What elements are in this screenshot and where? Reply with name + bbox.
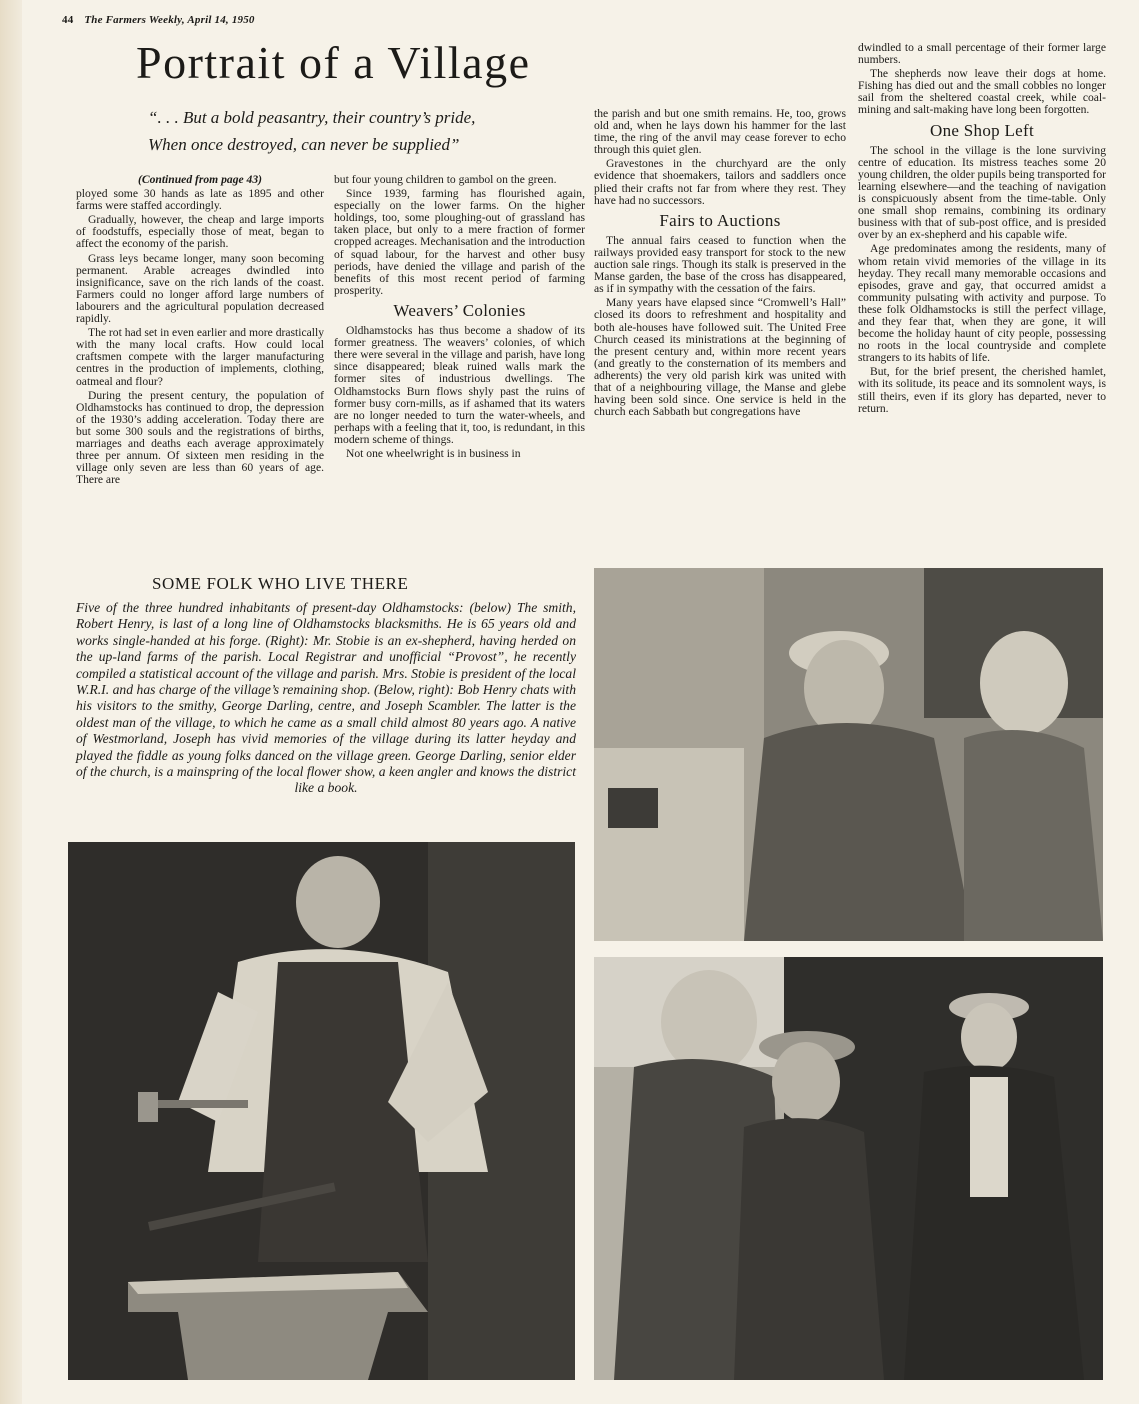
stobie-couple-photo [594, 568, 1103, 941]
text-column-4 [858, 42, 1106, 417]
page-number: 44 [62, 14, 74, 26]
paragraph: The shepherds now leave their dogs at home. Fishing has died out and the small cobbles no longer sail from the sheltered coastal creek, while coal-mining and salt-making have long been forgotten. [858, 67, 1106, 117]
page-header [62, 14, 255, 26]
text-column-3 [594, 108, 846, 420]
paragraph: Age predominates among the residents, many of whom retain vivid memories of the village in its heyday. They recall many memorable occasions and episodes, grave and gay, that occurred amidst a community pulsating with activity and purpose. To these folk Oldhamstocks is still the perfect village, and they fear that, when they are gone, it will become the holiday haunt of city people, possessing no roots in the local countryside and complete strangers to its habits of life. [858, 242, 1106, 365]
paragraph: But, for the brief present, the cherished hamlet, with its solitude, its peace and its somnolent ways, is still theirs, even if its glory has departed, never to return. [858, 365, 1106, 415]
photo-caption-text: Five of the three hundred inhabitants of present-day Oldhamstocks: (below) The smith, Robert Henry, is last of a long line of Oldhamstocks blacksmiths. He is 65 years old and works single-handed at his forge. (Right): Mr. Stobie is an ex-shepherd, having herded on the up-land farms of the parish. Local Registrar and unofficial “Provost”, he recently compiled a statistical account of the village and parish. Mrs. Stobie is president of the local W.R.I. and has charge of the village’s remaining shop. (Below, right): Bob Henry chats with his visitors to the smithy, George Darling, centre, and Joseph Scambler. The latter is the oldest man of the village, to which he came as a small child almost 80 years ago. A native of Westmorland, Joseph has vivid memories of the village during its latter heyday and played the fiddle as young folks danced on the village green. George Darling, senior elder of the church, is a mainspring of the local flower show, a keen angler and knows the district like a book. [76, 600, 576, 796]
article-title: Portrait of a Village [136, 37, 531, 88]
paragraph: Grass leys became longer, many soon becoming permanent. Arable acreages dwindled into insignificance, save on the rich lands of the coast. Farmers could no longer afford large numbers of labourers and the agricultural population decreased rapidly. [76, 251, 324, 326]
paragraph: Gravestones in the churchyard are the only evidence that shoemakers, tailors and saddlers once plied their crafts not far from where they rest. They have had no successors. [594, 157, 846, 207]
smithy-visitors-illustration [594, 957, 1103, 1380]
publication-line: The Farmers Weekly, April 14, 1950 [84, 14, 255, 26]
shepherd-couple-illustration [594, 568, 1103, 941]
continued-note: (Continued from page 43) [138, 173, 262, 186]
section-heading: One Shop Left [930, 120, 1034, 140]
paragraph: Since 1939, farming has flourished again, especially on the lower farms. On the higher holdings, too, some ploughing-out of grassland has taken place, but only to a mere fraction of former cropped acreages. Mechanisation and the introduction of squad labour, for the harvest and other busy periods, have denied the village and parish of the benefits of this most recent period of farming prosperity. [334, 187, 585, 297]
paragraph: but four young children to gambol on the green. [334, 173, 557, 186]
quote-line-2: When once destroyed, can never be supplied” [148, 135, 460, 154]
smithy-visitors-photo [594, 957, 1103, 1380]
quote-line-1: “. . . But a bold peasantry, their country’s pride, [148, 108, 476, 127]
text-column-1 [76, 174, 324, 488]
paragraph: ployed some 30 hands as late as 1895 and other farms were staffed accordingly. [76, 187, 324, 213]
paragraph: the parish and but one smith remains. He, too, grows old and, when he lays down his hammer for the last time, the ring of the anvil may cease forever to echo through this quiet glen. [594, 107, 846, 157]
blacksmith-illustration [68, 842, 575, 1380]
paragraph: dwindled to a small percentage of their former large numbers. [858, 41, 1106, 67]
paragraph: Not one wheelwright is in business in [346, 446, 521, 460]
paragraph: The school in the village is the lone surviving centre of education. Its mistress teaches some 20 young children, the older pupils being transported for learning elsewhere—and the teaching of navigation is conspicuously absent from the time-table. Only one small shop remains, combining its ordinary business with that of sub-post office, and is presided over by an ex-shepherd and his capable wife. [858, 143, 1106, 242]
section-heading: Weavers’ Colonies [393, 300, 526, 320]
paragraph: Many years have elapsed since “Cromwell’s Hall” closed its doors to refreshment and hospitality and both ale-houses have followed suit. The United Free Church ceased its ministrations at the beginning of the present century and, within more recent years (and greatly to the consternation of its members and adherents) the very old parish kirk was united with that of a neighbouring village, the Manse and glebe having been sold since. One service is held in the church each Sabbath but congregations have [594, 296, 846, 419]
text-column-2 [334, 174, 585, 462]
paragraph: Gradually, however, the cheap and large imports of foodstuffs, especially those of meat, began to affect the economy of the parish. [76, 213, 324, 251]
section-heading: Fairs to Auctions [659, 210, 781, 230]
blacksmith-photo [68, 842, 575, 1380]
paragraph: During the present century, the population of Oldhamstocks has continued to drop, the depression of the 1930’s adding acceleration. Today there are but some 300 souls and the registrations of births, marriages and deaths each average approximately three per annum. Of sixteen men residing in the village only seven are less than 60 years of age. There are [76, 388, 324, 487]
paragraph: The rot had set in even earlier and more drastically with the many local crafts. How could local craftsmen compete with the larger manufacturing centres in the production of implements, clothing, oatmeal and flour? [76, 326, 324, 388]
paragraph: The annual fairs ceased to function when the railways provided easy transport for stock to the new auction sale rings. Though its stalk is preserved in the Manse garden, the base of the cross has disappeared, as if in sympathy with the cessation of the fairs. [594, 233, 846, 296]
paragraph: Oldhamstocks has thus become a shadow of its former greatness. The weavers’ colonies, of which there were several in the village and parish, have long since disappeared; bleak ruined walls mark the former sites of industrious dwellings. The Oldhamstocks Burn flows shyly past the ruins of former busy corn-mills, as if ashamed that its waters are no longer needed to turn the water-wheels, and perhaps with a feeling that it, too, is redundant, in this modern scheme of things. [334, 324, 585, 446]
photo-caption-title: SOME FOLK WHO LIVE THERE [152, 574, 409, 593]
epigraph-quote [148, 104, 475, 158]
